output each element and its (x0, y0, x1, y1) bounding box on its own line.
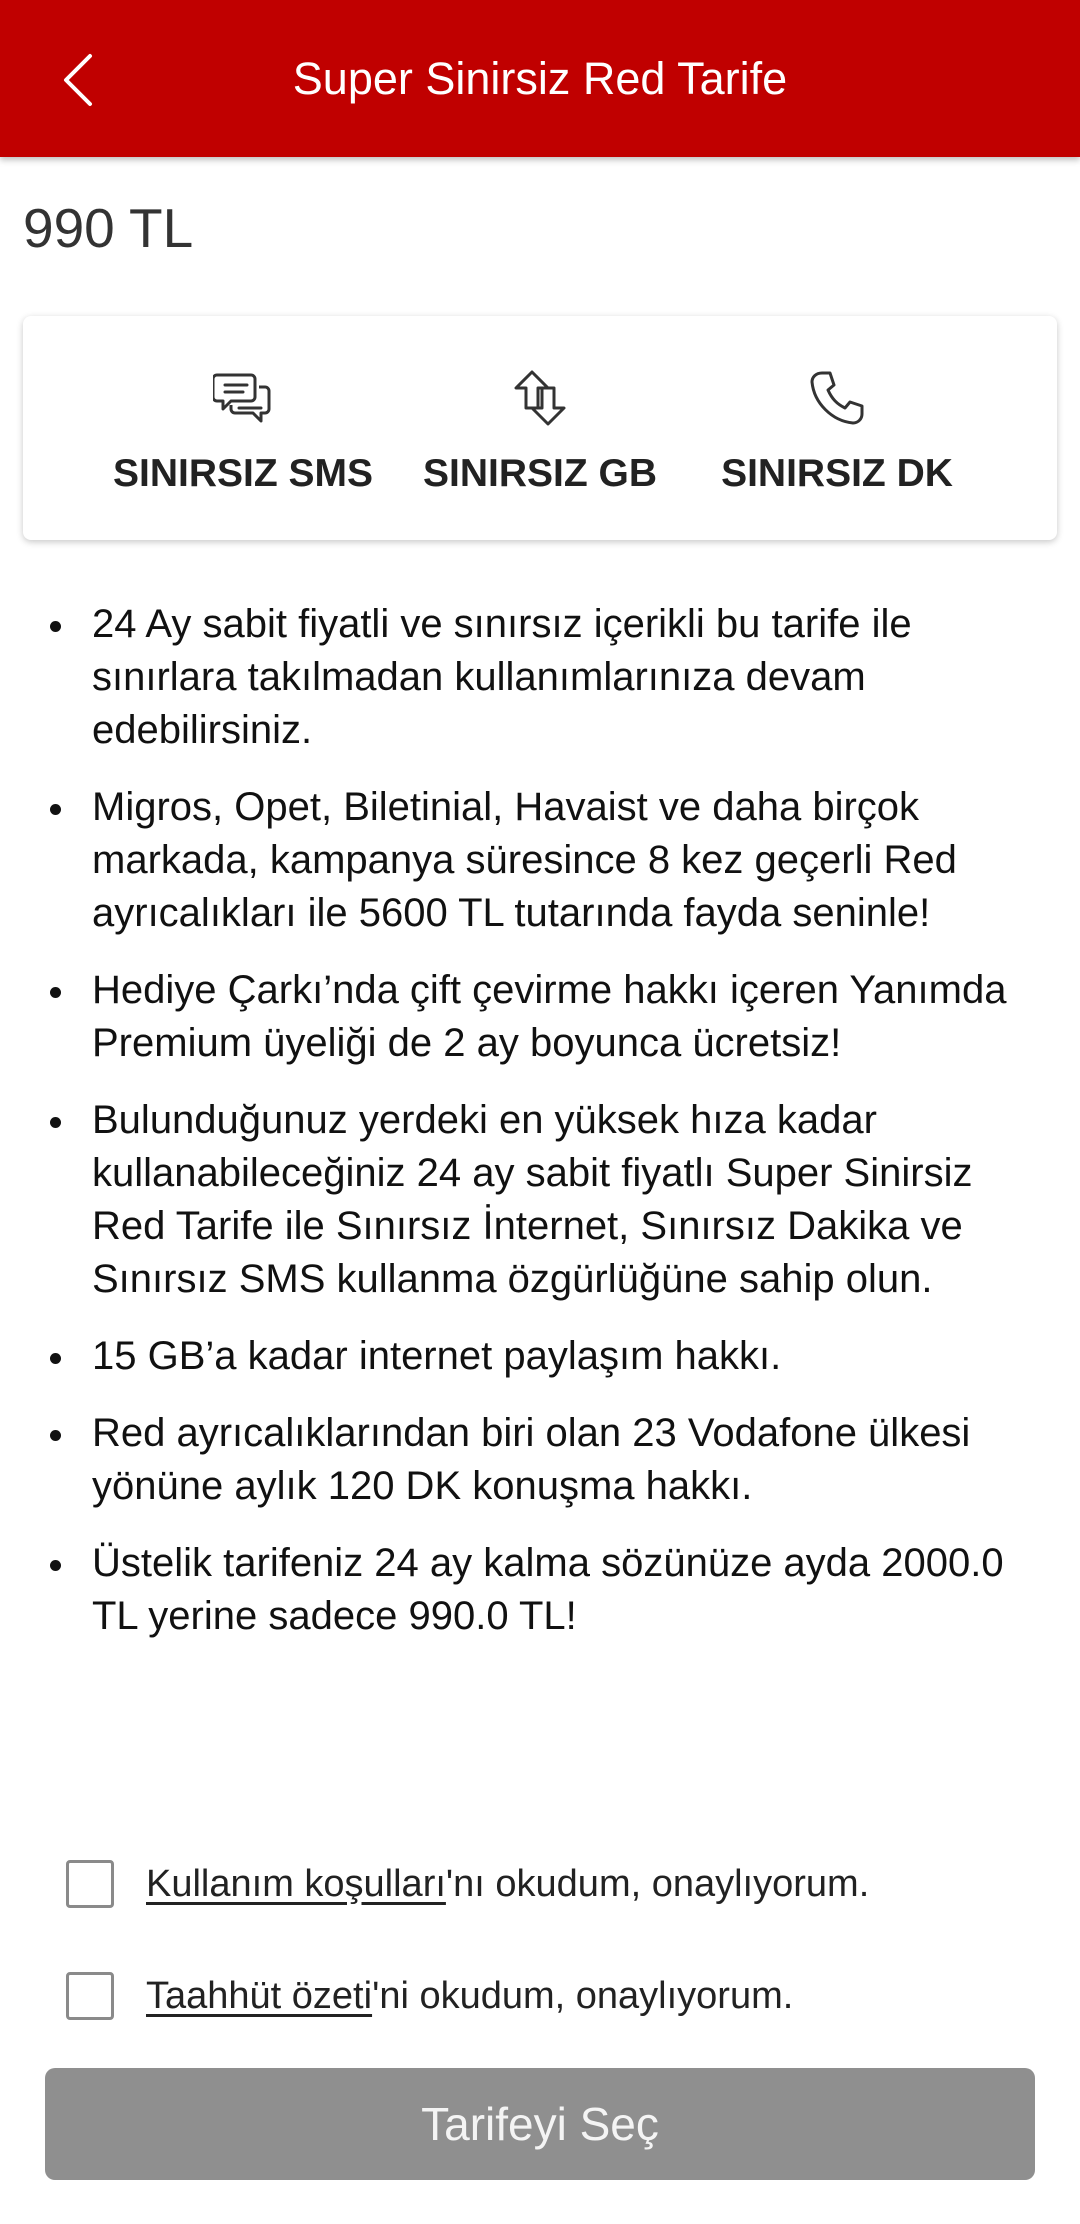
chat-bubbles-icon (211, 366, 275, 430)
benefit-item: Üstelik tarifeniz 24 ay kalma sözünüze ayda 2000.0 TL yerine sadece 990.0 TL! (42, 1537, 1052, 1643)
commitment-consent-text: 'ni okudum, onaylıyorum. (372, 1974, 794, 2017)
page-title: Super Sinirsiz Red Tarife (292, 52, 788, 104)
feature-sms (93, 316, 393, 540)
tariff-price: 990 TL (23, 197, 194, 259)
benefit-item: 24 Ay sabit fiyatli ve sınırsız içerikli bu tarife ile sınırlara takılmadan kullanımlarınıza devam edebilirsiniz. (42, 598, 1052, 757)
terms-checkbox[interactable] (66, 1860, 114, 1908)
benefit-item: 15 GB’a kadar internet paylaşım hakkı. (42, 1330, 1052, 1383)
benefits-list (42, 598, 1052, 1667)
feature-label: SINIRSIZ DK (721, 452, 953, 495)
commitment-link[interactable]: Taahhüt özeti (146, 1974, 373, 2017)
features-card (23, 316, 1057, 540)
benefit-item: Bulunduğunuz yerdeki en yüksek hıza kadar kullanabileceğiniz 24 ay sabit fiyatlı Super Sinirsiz Red Tarife ile Sınırsız İnternet, Sınırsız Dakika ve Sınırsız SMS kullanma özgürlüğüne sahip olun. (42, 1094, 1052, 1306)
back-button[interactable] (44, 40, 112, 120)
terms-consent-text: 'nı okudum, onaylıyorum. (445, 1862, 870, 1905)
feature-dk (687, 316, 987, 540)
select-tariff-button[interactable]: Tarifeyi Seç (45, 2068, 1035, 2180)
data-arrows-icon (508, 366, 572, 430)
terms-consent (66, 1860, 869, 1908)
commitment-consent (66, 1972, 793, 2020)
app-header (0, 0, 1080, 157)
commitment-checkbox[interactable] (66, 1972, 114, 2020)
benefit-item: Red ayrıcalıklarından biri olan 23 Vodafone ülkesi yönüne aylık 120 DK konuşma hakkı. (42, 1407, 1052, 1513)
phone-icon (805, 366, 869, 430)
feature-gb (390, 316, 690, 540)
terms-link[interactable]: Kullanım koşulları (146, 1862, 446, 1905)
chevron-left-icon (58, 50, 98, 110)
feature-label: SINIRSIZ GB (422, 452, 658, 495)
benefit-item: Migros, Opet, Biletinial, Havaist ve daha birçok markada, kampanya süresince 8 kez geçerli Red ayrıcalıkları ile 5600 TL tutarında fayda seninle! (42, 781, 1052, 940)
benefit-item: Hediye Çarkı’nda çift çevirme hakkı içeren Yanımda Premium üyeliği de 2 ay boyunca ücretsiz! (42, 964, 1052, 1070)
feature-label: SINIRSIZ SMS (112, 452, 374, 495)
